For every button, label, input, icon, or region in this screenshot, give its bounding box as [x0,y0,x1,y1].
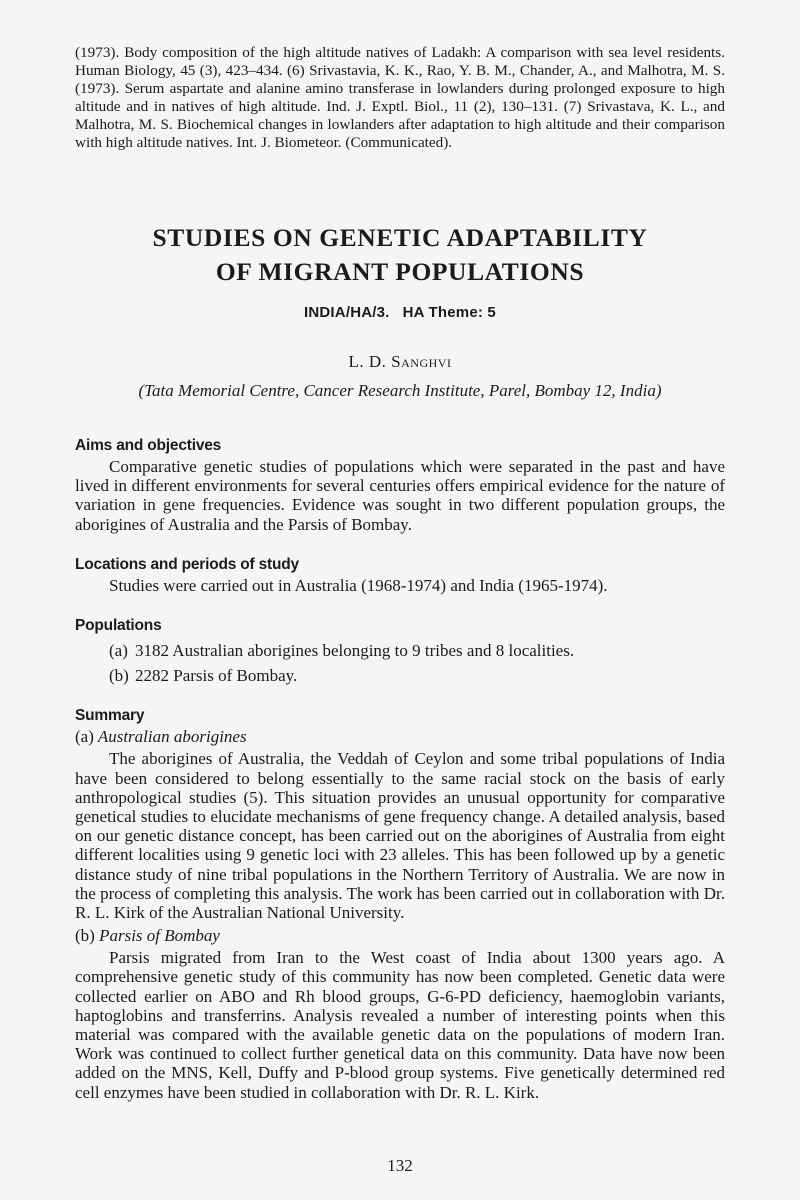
summary-subheading-b [75,926,725,946]
summary-text-a: The aborigines of Australia, the Veddah of Ceylon and some tribal populations of India have been considered to belong essentially to the same racial stock on the basis of early anthropological studies (5). This situation provides an unusual opportunity for comparative genetical studies to elucidate mechanisms of gene frequency change. A detailed analysis, based on our genetic distance concept, has been carried out on the aborigines of Australia from eight different localities using 9 genetic loci with 23 alleles. This has been followed up by a genetic distance study of nine tribal populations in the Northern Territory of Australia. We are now in the process of completing this analysis. The work has been carried out in collaboration with Dr. R. L. Kirk of the Australian National University. [75,749,725,923]
reference-list [75,44,725,152]
title-line-2: OF MIGRANT POPULATIONS [215,257,585,286]
population-item-a [109,641,725,660]
subheading-label: (b) [75,926,95,946]
item-label: (b) [109,666,129,686]
section-text-aims: Comparative genetic studies of populations which were separated in the past and have lived in different environments for several centuries offers empirical evidence for the nature of variation in gene frequencies. Evidence was sought in two different population groups, the aborigines of Australia and the Parsis of Bombay. [75,457,725,534]
population-item-b [109,666,725,685]
summary-text-b: Parsis migrated from Iran to the West coast of India about 1300 years ago. A comprehensive genetic study of this community has now been completed. Genetic data were collected earlier on ABO and Rh blood groups, G-6-PD deficiency, haemoglobin variants, haptoglobins and transferrins. Analysis revealed a number of interesting points when this material was compared with the available genetic data on the populations of modern Iran. Work was continued to collect further genetical data on this community. Data have now been added on the MNS, Kell, Duffy and P-blood group systems. Five genetically determined red cell enzymes have been studied in collaboration with Dr. R. L. Kirk. [75,948,725,1102]
author-affiliation: (Tata Memorial Centre, Cancer Research Institute, Parel, Bombay 12, India) [138,381,662,400]
subheading-label: (a) [75,727,94,747]
article-title [75,221,725,289]
item-label: (a) [109,641,128,661]
document-page [75,44,725,1102]
subheading-title: Parsis of Bombay [99,926,220,946]
reference-text: (1973). Body composition of the high altitude natives of Ladakh: A comparison with sea level residents. Human Biology, 45 (3), 423–434. (6) Srivastavia, K. K., Rao, Y. B. M., Chander, A., and Malhotra, M. S. (1973). Serum aspartate and alanine amino transferase in lowlanders during prolonged exposure to high altitude and in natives of high altitude. Ind. J. Exptl. Biol., 11 (2), 130–131. (7) Srivastava, K. L., and Malhotra, M. S. Biochemical changes in lowlanders after adaptation to high altitude and their comparison with high altitude natives. Int. J. Biometeor. (Communicated). [75,44,725,151]
summary-subheading-a [75,727,725,747]
section-heading-locations: Locations and periods of study [75,555,299,573]
author-name: L. D. Sanghvi [348,352,452,371]
item-text: 3182 Australian aborigines belonging to 9 tribes and 8 localities. [135,641,575,661]
section-text-locations: Studies were carried out in Australia (1968-1974) and India (1965-1974). [109,575,608,595]
theme-code: INDIA/HA/3. HA Theme: 5 [304,304,496,321]
subheading-title: Australian aborigines [97,727,247,747]
section-heading-aims: Aims and objectives [75,437,222,454]
title-line-1: STUDIES ON GENETIC ADAPTABILITY [152,223,648,252]
page-number: 132 [387,1156,413,1175]
section-heading-populations: Populations [75,617,162,635]
item-text: 2282 Parsis of Bombay. [135,666,298,686]
section-heading-summary: Summary [75,707,145,725]
